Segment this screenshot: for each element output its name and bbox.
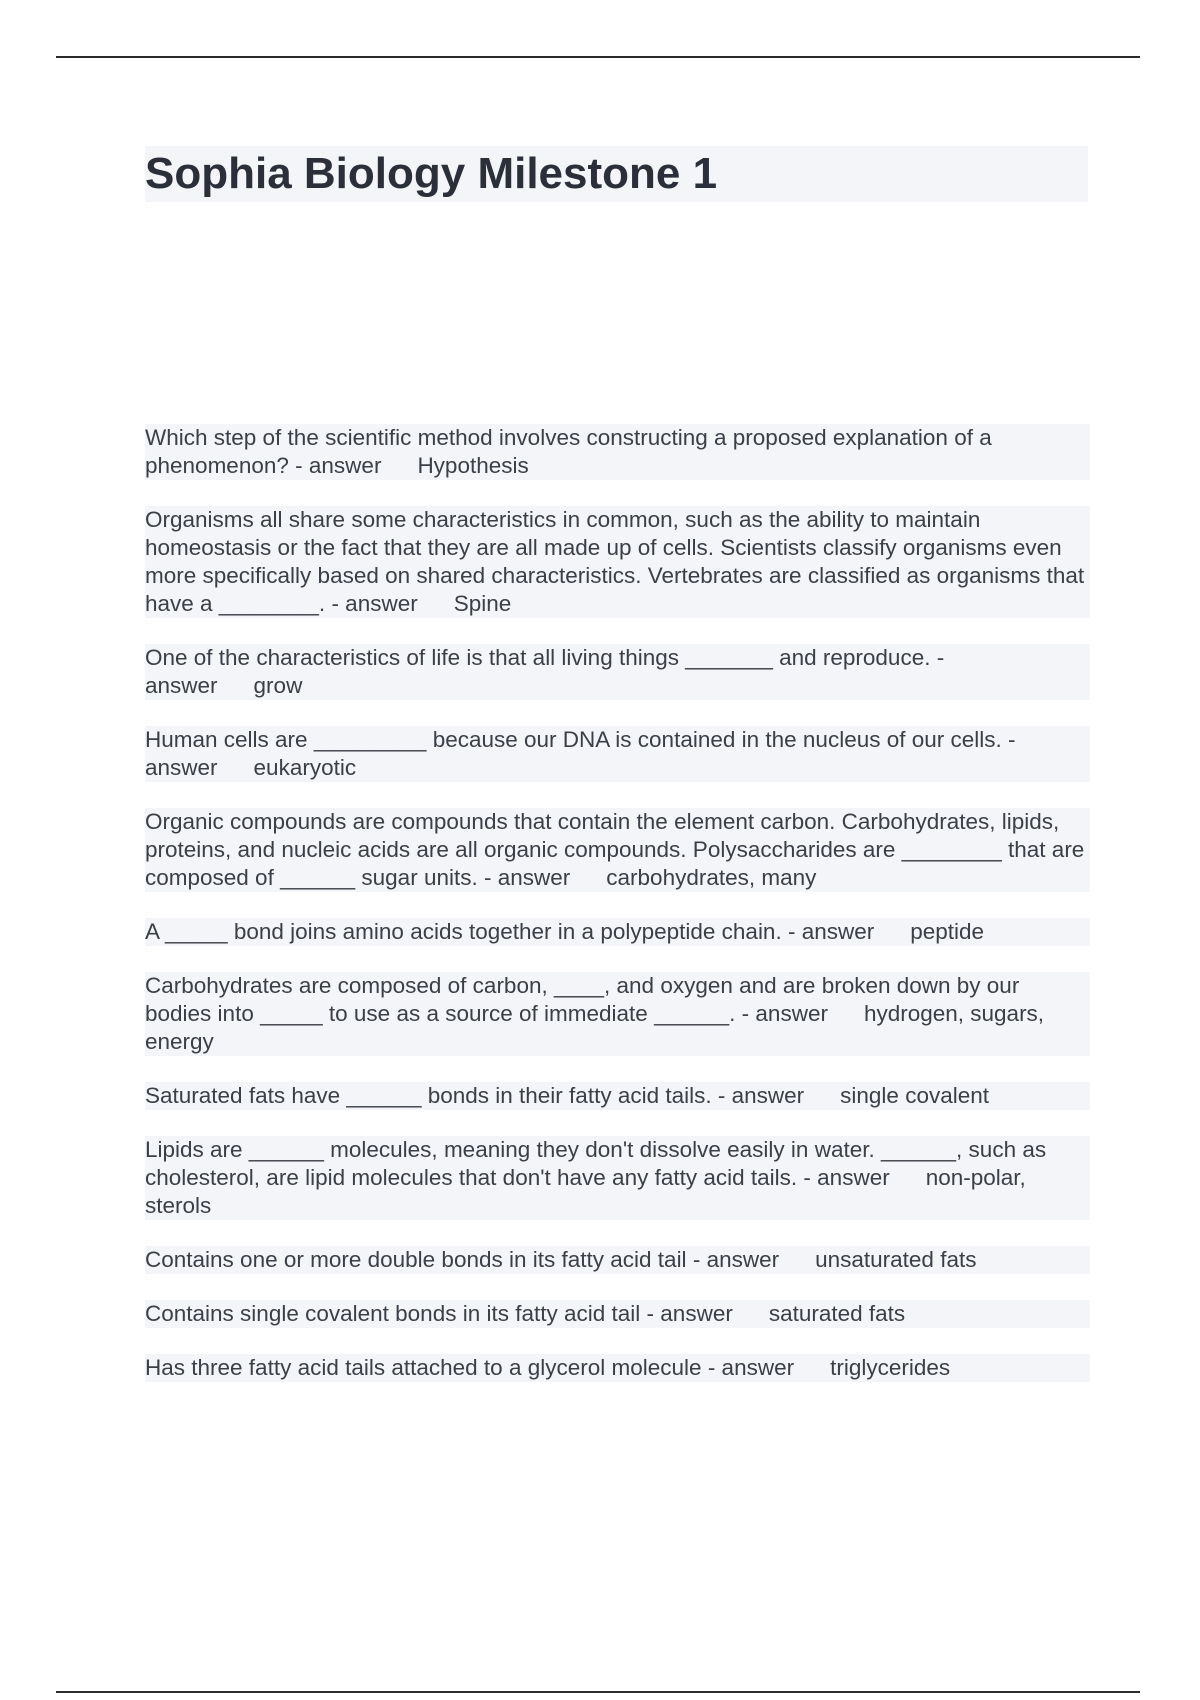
answer-text: triglycerides bbox=[830, 1355, 951, 1380]
page-title: Sophia Biology Milestone 1 bbox=[145, 149, 718, 198]
bottom-rule bbox=[56, 1691, 1140, 1693]
question-text: Lipids are ______ molecules, meaning they don't dissolve easily in water. ______, such as cholesterol, are lipid molecules that don't have any fatty acid tails. bbox=[145, 1137, 1047, 1190]
qa-item bbox=[145, 1354, 1090, 1382]
answer-separator: - answer bbox=[741, 1001, 828, 1026]
answer-text: unsaturated fats bbox=[815, 1247, 977, 1272]
question-text: Carbohydrates are composed of carbon, ____, and oxygen and are broken down by our bodies into _____ to use as a source of immediate ______. bbox=[145, 973, 1020, 1026]
answer-separator: - answer bbox=[717, 1083, 805, 1108]
question-text: Has three fatty acid tails attached to a glycerol molecule bbox=[145, 1355, 702, 1380]
qa-item bbox=[145, 1246, 1090, 1274]
answer-text: single covalent bbox=[840, 1083, 989, 1108]
answer-text: carbohydrates, many bbox=[606, 865, 817, 890]
question-text: Saturated fats have ______ bonds in their fatty acid tails. bbox=[145, 1083, 712, 1108]
qa-item bbox=[145, 644, 1090, 700]
question-text: Contains one or more double bonds in its fatty acid tail bbox=[145, 1247, 687, 1272]
answer-text: grow bbox=[253, 673, 303, 698]
qa-item bbox=[145, 506, 1090, 618]
qa-item bbox=[145, 808, 1090, 892]
qa-item bbox=[145, 1300, 1090, 1328]
answer-text: Hypothesis bbox=[417, 453, 529, 478]
answer-text: Spine bbox=[453, 591, 512, 616]
answer-text: saturated fats bbox=[768, 1301, 906, 1326]
answer-text: peptide bbox=[910, 919, 985, 944]
answer-text: hydrogen, sugars, energy bbox=[145, 1001, 1045, 1054]
question-text: Organisms all share some characteristics in common, such as the ability to maintain homeostasis or the fact that they are all made up of cells. Scientists classify organisms even more specifically based on shared characteristics. Vertebrates are classified as organisms that have a ________. bbox=[145, 507, 1085, 616]
qa-item bbox=[145, 972, 1090, 1056]
question-text: A _____ bond joins amino acids together in a polypeptide chain. bbox=[145, 919, 782, 944]
answer-separator: - answer bbox=[692, 1247, 780, 1272]
answer-separator: - answer bbox=[145, 727, 1016, 780]
question-text: Which step of the scientific method involves constructing a proposed explanation of a phenomenon? bbox=[145, 425, 992, 478]
top-rule bbox=[56, 56, 1140, 58]
question-text: Organic compounds are compounds that contain the element carbon. Carbohydrates, lipids, proteins, and nucleic acids are all organic compounds. Polysaccharides are ________ that are composed of ______ sugar units. bbox=[145, 809, 1085, 890]
answer-separator: - answer bbox=[803, 1165, 890, 1190]
qa-item bbox=[145, 726, 1090, 782]
answer-separator: - answer bbox=[646, 1301, 733, 1326]
question-text: Contains single covalent bonds in its fatty acid tail bbox=[145, 1301, 641, 1326]
qa-list bbox=[145, 424, 1090, 1408]
answer-separator: - answer bbox=[145, 645, 945, 698]
qa-item bbox=[145, 424, 1090, 480]
answer-text: eukaryotic bbox=[253, 755, 357, 780]
answer-separator: - answer bbox=[484, 865, 571, 890]
answer-separator: - answer bbox=[707, 1355, 795, 1380]
answer-separator: - answer bbox=[295, 453, 382, 478]
qa-item bbox=[145, 1136, 1090, 1220]
answer-text: non-polar, sterols bbox=[145, 1165, 1026, 1218]
question-text: Human cells are _________ because our DNA is contained in the nucleus of our cells. bbox=[145, 727, 1002, 752]
answer-separator: - answer bbox=[787, 919, 875, 944]
qa-item bbox=[145, 1082, 1090, 1110]
question-text: One of the characteristics of life is that all living things _______ and reproduce. bbox=[145, 645, 931, 670]
answer-separator: - answer bbox=[331, 591, 418, 616]
qa-item bbox=[145, 918, 1090, 946]
